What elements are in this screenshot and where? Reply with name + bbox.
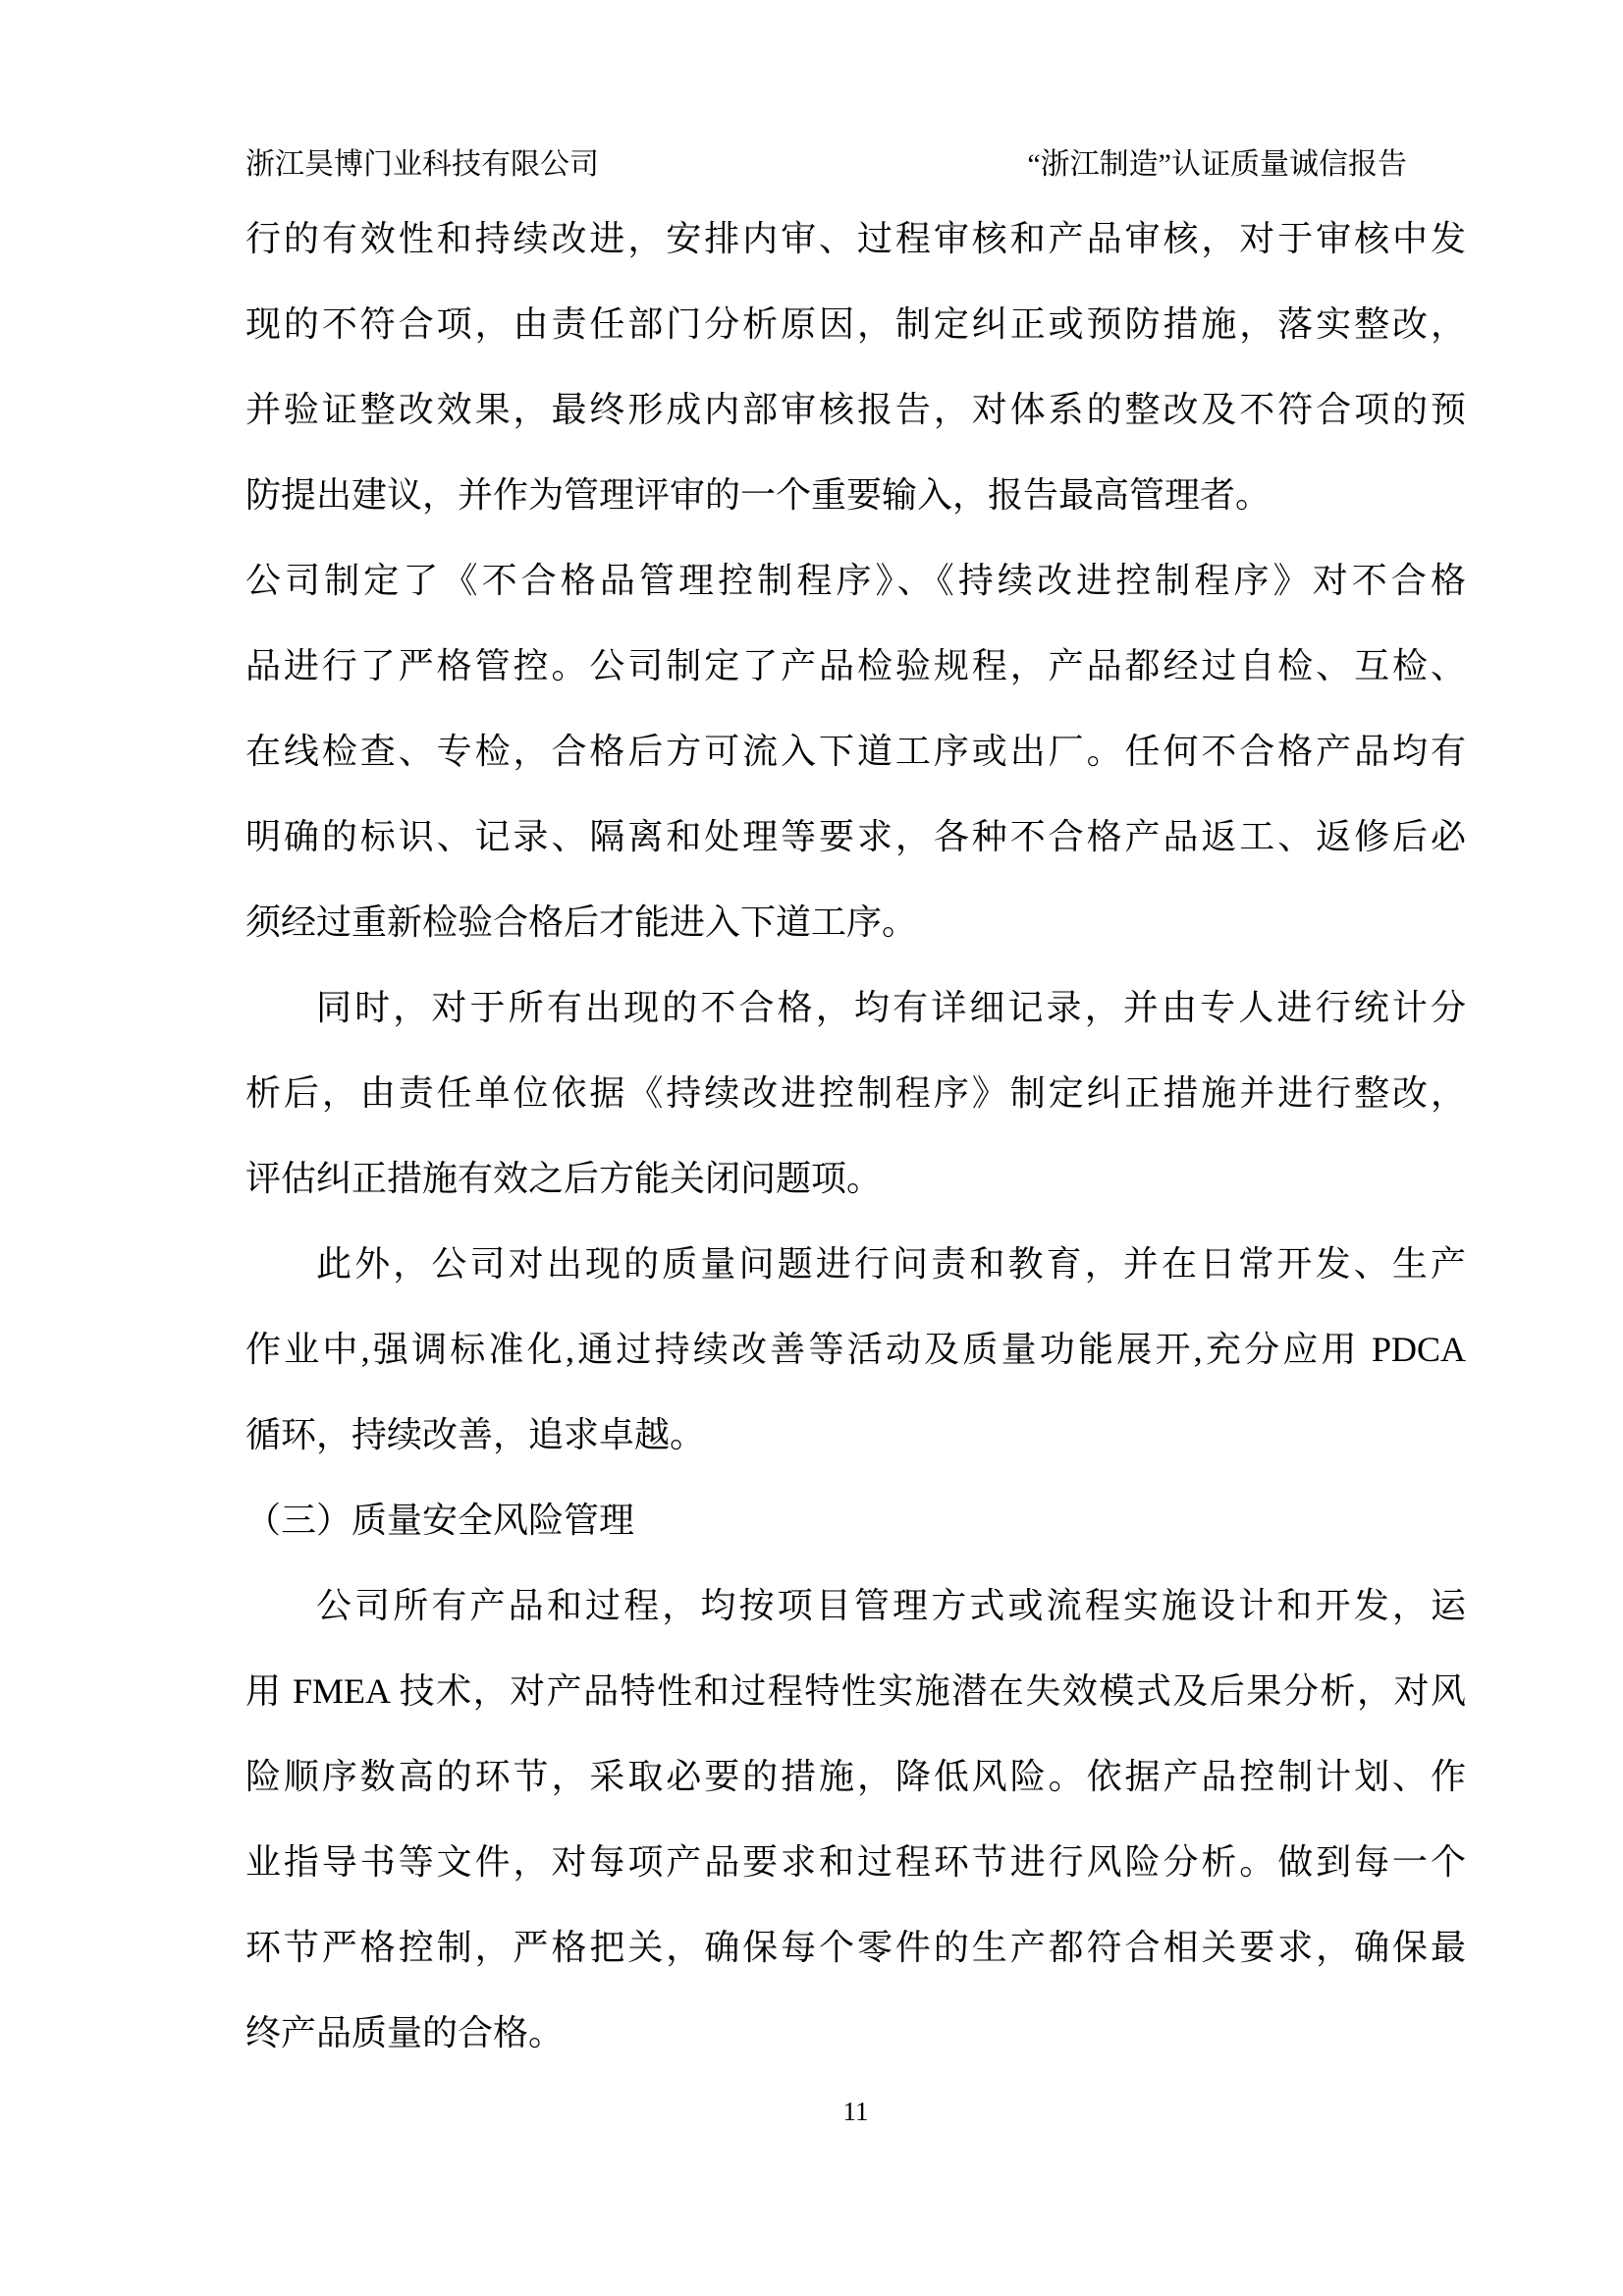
- body-line: 同时，对于所有出现的不合格，均有详细记录，并由专人进行统计分: [316, 988, 1466, 1027]
- body-line: 品进行了严格管控。公司制定了产品检验规程，产品都经过自检、互检、: [245, 646, 1466, 685]
- body-line: 公司制定了《不合格品管理控制程序》、《持续改进控制程序》对不合格: [245, 561, 1466, 600]
- body-line: 公司所有产品和过程，均按项目管理方式或流程实施设计和开发，运: [316, 1586, 1466, 1625]
- body-line: 行的有效性和持续改进，安排内审、过程审核和产品审核，对于审核中发: [245, 219, 1466, 258]
- body-line: 险顺序数高的环节，采取必要的措施，降低风险。依据产品控制计划、作: [245, 1757, 1466, 1796]
- body-line: 并验证整改效果，最终形成内部审核报告，对体系的整改及不符合项的预: [245, 390, 1466, 429]
- body-line: 循环，持续改善，追求卓越。: [245, 1415, 706, 1454]
- body-line: 评估纠正措施有效之后方能关闭问题项。: [245, 1159, 883, 1198]
- body-line: 须经过重新检验合格后才能进入下道工序。: [245, 902, 918, 942]
- body-line: 作业中,强调标准化,通过持续改善等活动及质量功能展开,充分应用 PDCA: [245, 1330, 1466, 1369]
- document-body: [245, 196, 1466, 2076]
- page-number: 11: [842, 2097, 869, 2126]
- body-line: 析后，由责任单位依据《持续改进控制程序》制定纠正措施并进行整改，: [245, 1073, 1466, 1113]
- body-line: 现的不符合项，由责任部门分析原因，制定纠正或预防措施，落实整改，: [245, 304, 1466, 344]
- header-report-title: “浙江制造”认证质量诚信报告: [1027, 148, 1407, 181]
- body-line: 业指导书等文件，对每项产品要求和过程环节进行风险分析。做到每一个: [245, 1842, 1466, 1882]
- body-line: 在线检查、专检，合格后方可流入下道工序或出厂。任何不合格产品均有: [245, 732, 1466, 771]
- body-line: 环节严格控制，严格把关，确保每个零件的生产都符合相关要求，确保最: [245, 1928, 1466, 1967]
- page-header: [245, 145, 1407, 185]
- header-company-name: 浙江昊博门业科技有限公司: [245, 148, 599, 181]
- body-line: 防提出建议，并作为管理评审的一个重要输入，报告最高管理者。: [245, 475, 1271, 515]
- body-line: 此外，公司对出现的质量问题进行问责和教育，并在日常开发、生产: [316, 1244, 1466, 1284]
- page-footer: [245, 2094, 1466, 2129]
- body-line: 明确的标识、记录、隔离和处理等要求，各种不合格产品返工、返修后必: [245, 817, 1466, 856]
- body-line: 用 FMEA 技术，对产品特性和过程特性实施潜在失效模式及后果分析，对风: [245, 1671, 1466, 1711]
- section-heading: （三）质量安全风险管理: [245, 1501, 635, 1540]
- body-line: 终产品质量的合格。: [245, 2013, 565, 2052]
